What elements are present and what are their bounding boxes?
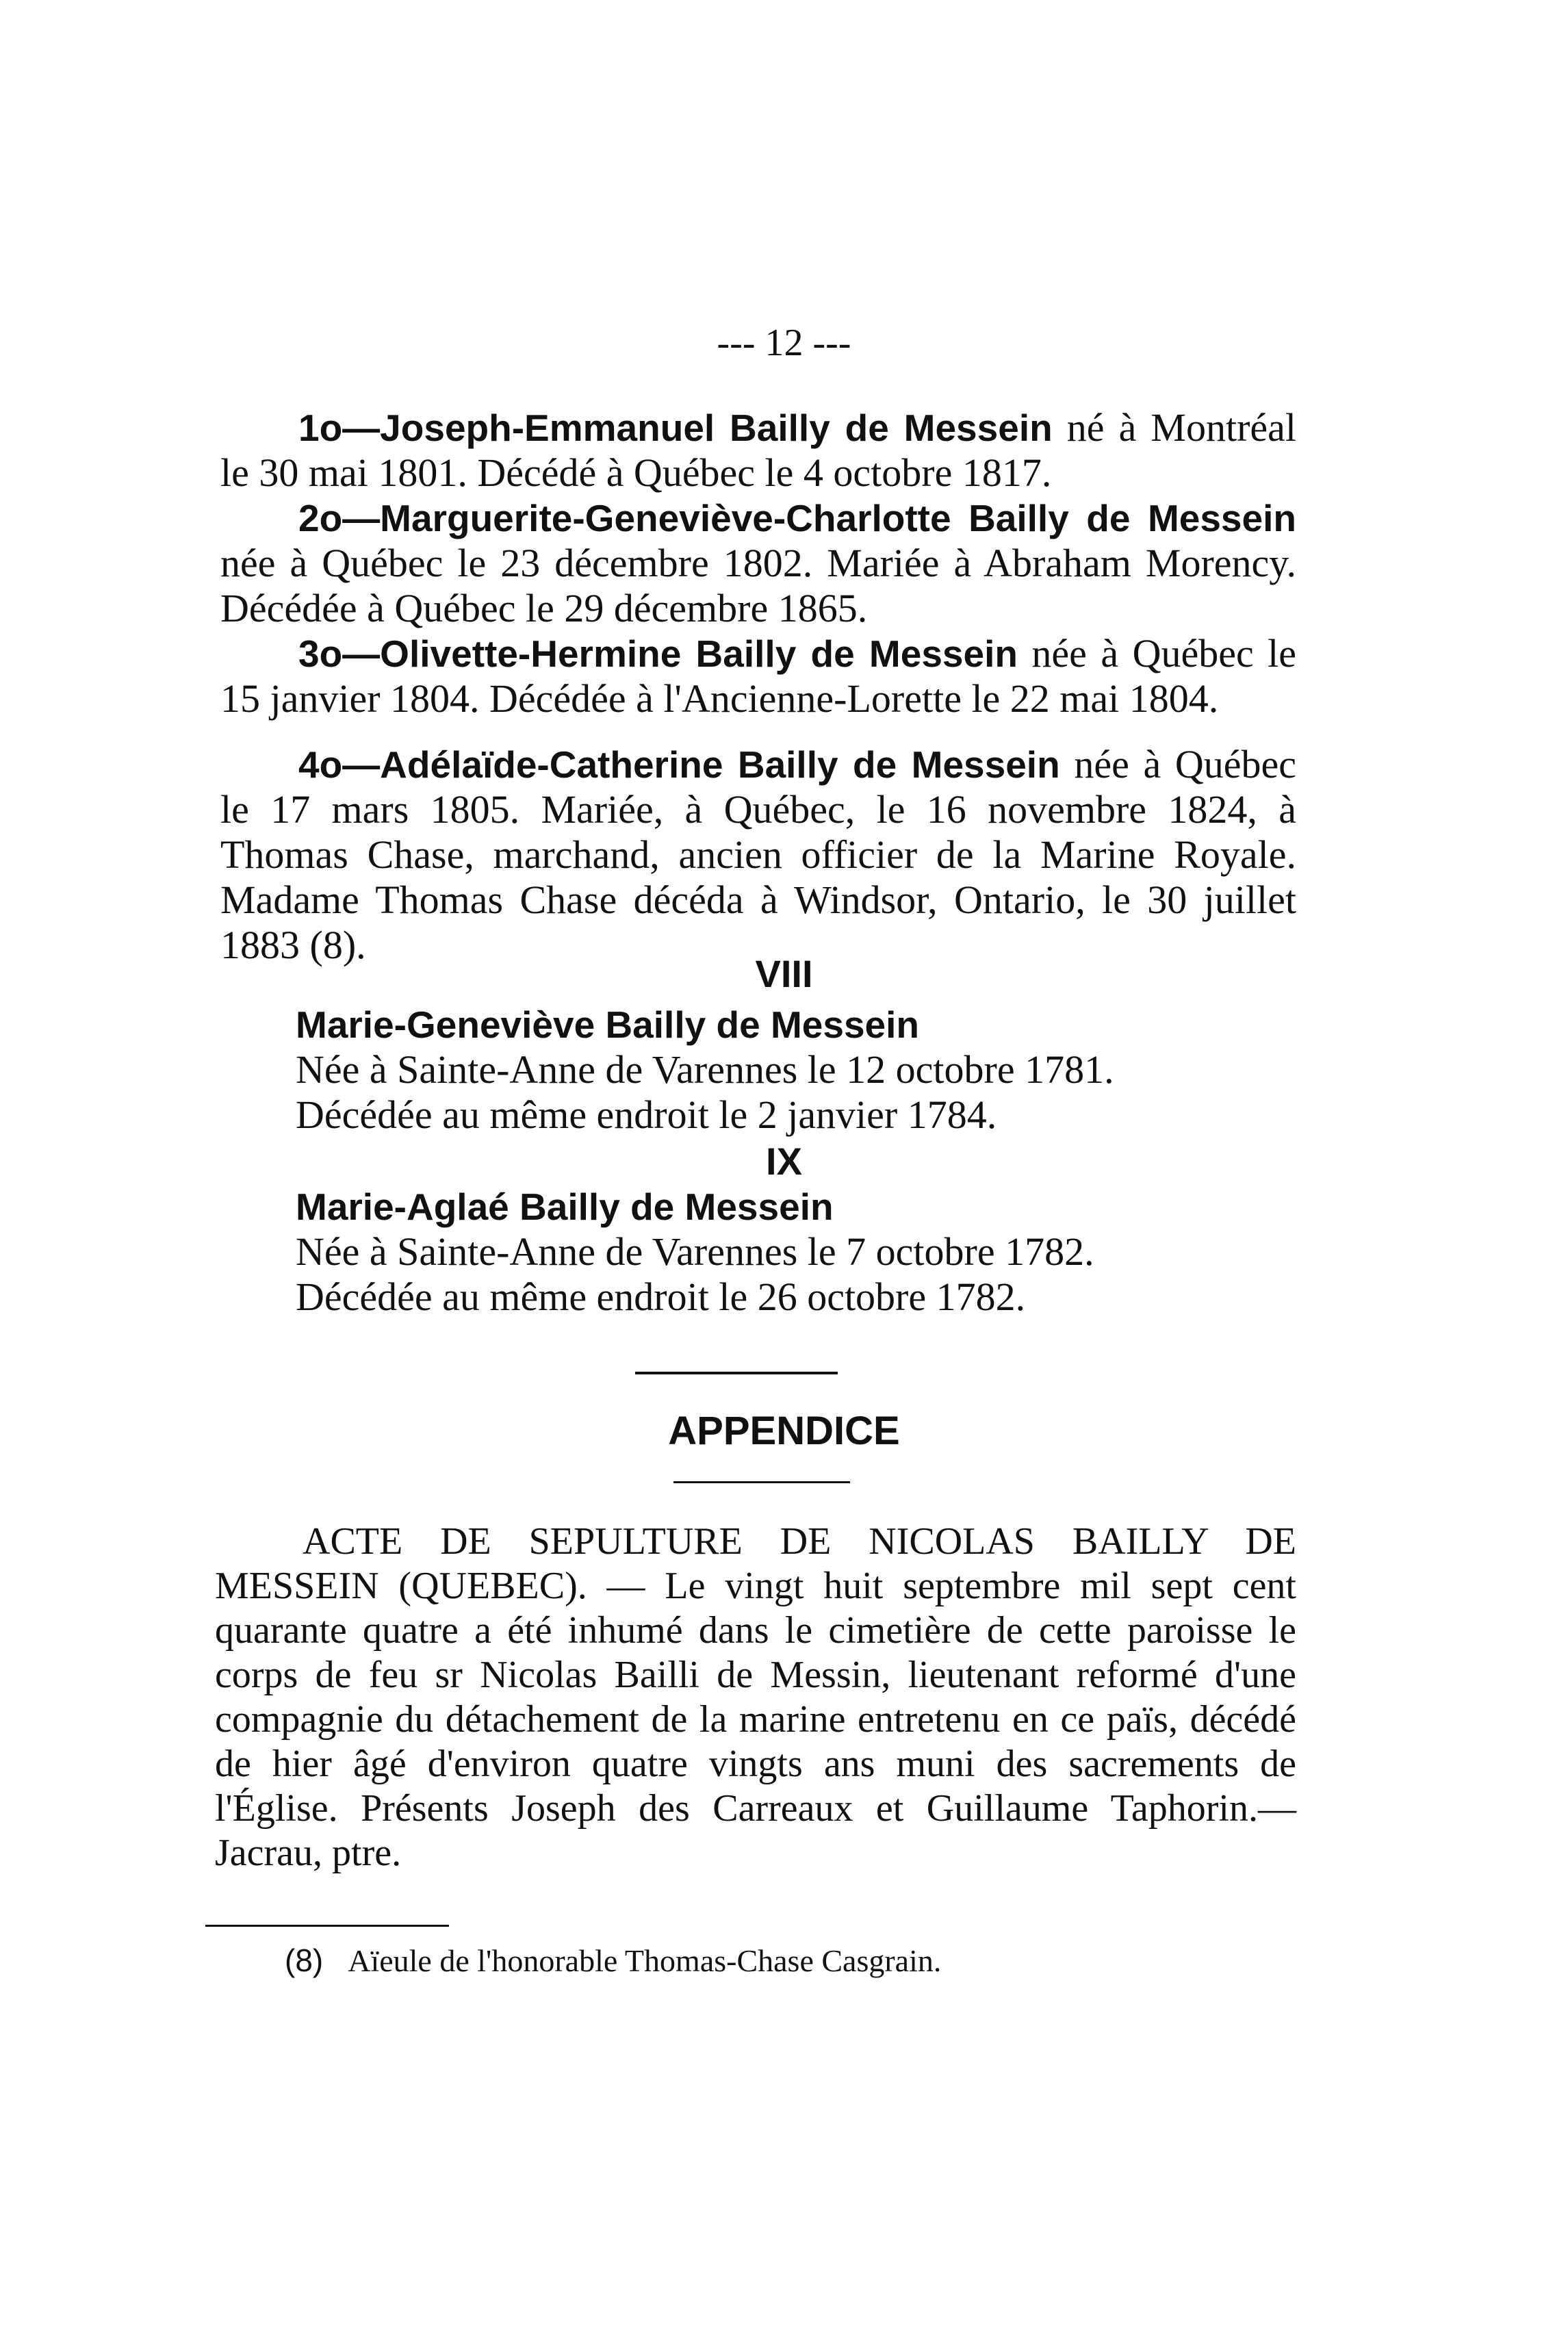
divider-rule-top (635, 1372, 838, 1374)
child-details-1: né à Montréal le 30 mai 1801. Décédé à Québec le 4 octobre 1817. (220, 405, 1296, 495)
child-details-2: née à Québec le 23 décembre 1802. Mariée à Abraham Morency. Décédée à Québec le 29 décembre 1865. (220, 541, 1296, 630)
child-details-3: née à Québec le 15 janvier 1804. Décédée à l'Ancienne-Lorette le 22 mai 1804. (220, 631, 1296, 721)
section-numeral-viii: VIII (755, 952, 813, 995)
footnote-rule (205, 1925, 449, 1927)
footnote-number: (8) (285, 1943, 324, 1978)
child-entry-3 (220, 631, 1296, 721)
section-ix-death: Décédée au même endroit le 26 octobre 1782. (296, 1274, 1026, 1319)
section-viii-death: Décédée au même endroit le 2 janvier 1784. (296, 1092, 997, 1137)
child-entry-4 (220, 742, 1296, 968)
page-number: --- 12 --- (717, 322, 851, 364)
child-name-4: 4o—Adélaïde-Catherine Bailly de Messein (298, 743, 1060, 786)
divider-rule-bottom (673, 1481, 850, 1483)
section-ix (296, 1184, 1094, 1320)
appendix-body: ACTE DE SEPULTURE DE NICOLAS BAILLY DE MESSEIN (QUEBEC). — Le vingt huit septembre mil sept cent quarante quatre a été inhumé dans le cimetière de cette paroisse le corps de feu sr Nicolas Bailli de Messin, lieutenant reformé d'une compagnie du détachement de la marine entretenu en ce païs, décédé de hier âgé d'environ quatre vingts ans muni des sacrements de l'Église. Présents Joseph des Carreaux et Guillaume Taphorin.—Jacrau, ptre. (215, 1520, 1296, 1874)
child-name-1: 1o—Joseph-Emmanuel Bailly de Messein (298, 407, 1053, 449)
child-name-3: 3o—Olivette-Hermine Bailly de Messein (298, 632, 1018, 675)
child-name-2: 2o—Marguerite-Geneviève-Charlotte Bailly de Messein (298, 497, 1296, 539)
footnote-text: Aïeule de l'honorable Thomas-Chase Casgrain. (348, 1943, 942, 1978)
section-viii-name: Marie-Geneviève Bailly de Messein (296, 1003, 919, 1046)
section-numeral-ix: IX (766, 1140, 802, 1183)
child-entry-1 (220, 405, 1296, 496)
section-ix-name: Marie-Aglaé Bailly de Messein (296, 1186, 834, 1228)
child-entry-2 (220, 496, 1296, 631)
section-viii (296, 1002, 1114, 1138)
footnote (285, 1941, 941, 1980)
section-ix-birth: Née à Sainte-Anne de Varennes le 7 octobre 1782. (296, 1229, 1094, 1274)
section-viii-birth: Née à Sainte-Anne de Varennes le 12 octobre 1781. (296, 1047, 1114, 1092)
child-details-4: née à Québec le 17 mars 1805. Mariée, à Québec, le 16 novembre 1824, à Thomas Chase, marchand, ancien officier de la Marine Royale. Madame Thomas Chase décéda à Windsor, Ontario, le 30 juillet 1883 (8). (220, 742, 1296, 967)
appendix-title: APPENDICE (668, 1409, 900, 1453)
